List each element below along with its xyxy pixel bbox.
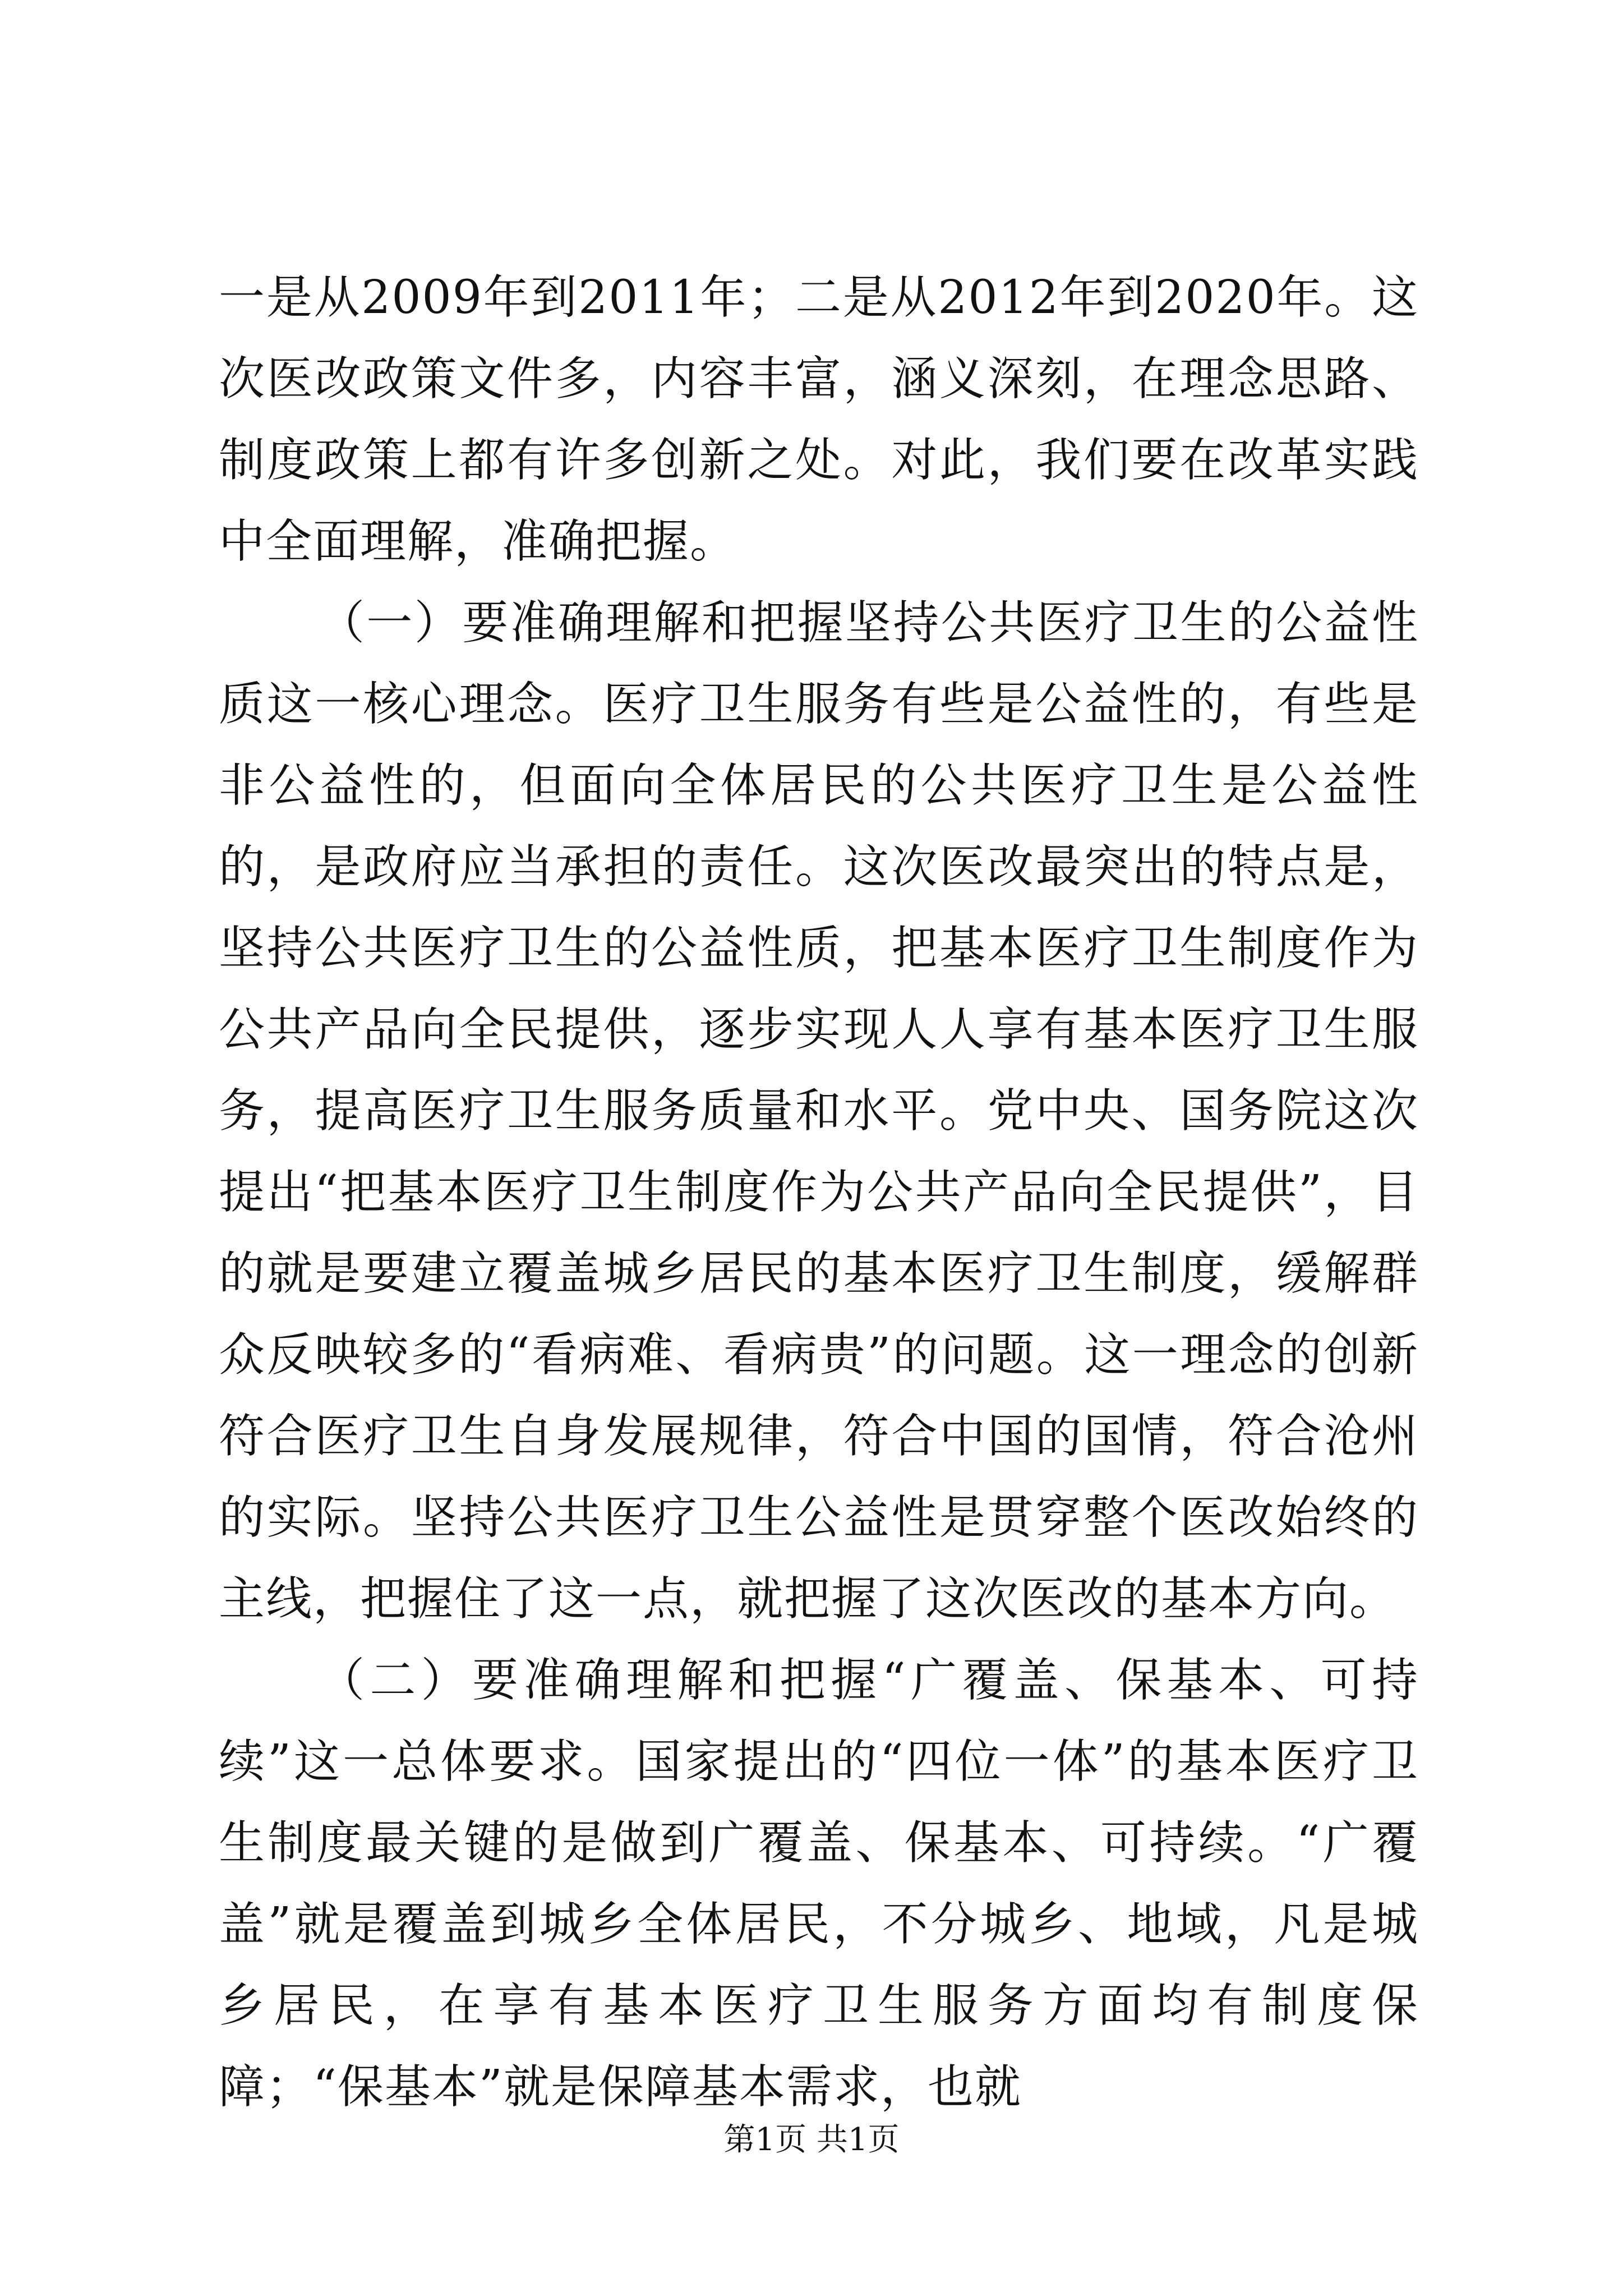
paragraph-intro: 一是从2009年到2011年；二是从2012年到2020年。这次医改政策文件多，内容丰富，涵义深刻，在理念思路、制度政策上都有许多创新之处。对此，我们要在改革实践中全面理解，准确把握。 [219,271,1419,568]
page-number-footer: 第1页 共1页 [723,2122,900,2158]
paragraph-section-1: （一）要准确理解和把握坚持公共医疗卫生的公益性质这一核心理念。医疗卫生服务有些是公益性的，有些是非公益性的，但面向全体居民的公共医疗卫生是公益性的，是政府应当承担的责任。这次医改最突出的特点是，坚持公共医疗卫生的公益性质，把基本医疗卫生制度作为公共产品向全民提供，逐步实现人人享有基本医疗卫生服务，提高医疗卫生服务质量和水平。党中央、国务院这次提出“把基本医疗卫生制度作为公共产品向全民提供”，目的就是要建立覆盖城乡居民的基本医疗卫生制度，缓解群众反映较多的“看病难、看病贵”的问题。这一理念的创新符合医疗卫生自身发展规律，符合中国的国情，符合沧州的实际。坚持公共医疗卫生公益性是贯穿整个医改始终的主线，把握住了这一点，就把握了这次医改的基本方向。 [219,596,1419,1626]
document-body [219,257,1419,2128]
paragraph-section-2: （二）要准确理解和把握“广覆盖、保基本、可持续”这一总体要求。国家提出的“四位一体”的基本医疗卫生制度最关键的是做到广覆盖、保基本、可持续。“广覆盖”就是覆盖到城乡全体居民，不分城乡、地域，凡是城乡居民，在享有基本医疗卫生服务方面均有制度保障；“保基本”就是保障基本需求，也就 [219,1654,1419,2114]
